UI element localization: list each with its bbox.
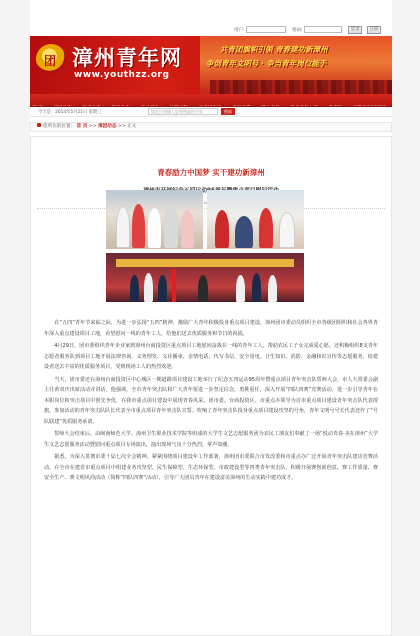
search-input[interactable]: 请在这里输入您要搜索的内容 [148,108,218,115]
photo-gift-handover[interactable] [106,190,203,249]
info-bar [30,107,392,117]
register-button[interactable]: 注册 [367,26,381,34]
article-body [44,318,378,486]
main-nav [30,94,392,107]
breadcrumb-section[interactable]: 漳团动态 [98,124,117,129]
site-url: www.youthzz.org [74,70,170,80]
emblem-glyph: 团 [44,54,57,68]
article-photos [106,190,304,302]
article-paragraph: 当天，团市委还在漳州台商投资区中心城区一期道路项目建设工地举行了纪念五四运动95周年暨重点项目青年突击队誓师大会，市人大常委会副主任黄双庆出席活动并讲话，他强调，全市青年突击队和广大青年要进一步坚定信念，勇挑重任，深入开展“四队四赛”竞赛活动，进一步引导青年在本职岗位和突击项目中创先争优，在我市重点项目建设中展现青春风采。团市委、台商投资区、市重点办领导为首市重点项目建设青年突击队代表授旗，参加活动的青年突击队队长代表全市重点项目青年突击队宣誓。吹响了青年突击队投身重点项目建设攻坚的号角，青年文明号号长代表还作了“号队联建”优质服务承诺。 [44,376,378,425]
search-button[interactable]: 搜索 [221,108,235,115]
photo-volunteer-service[interactable] [207,190,304,249]
site-banner [30,36,392,94]
article-paragraph: 4月29日，团市委组织青年企业家到漳州台商投资区重点项目工地慰问奋战在一线的青年工人，帮助农民工子女完成爱心愿，还积极组织8支青年志愿者服务队到项目工地开展法律咨询、义务理发、义诊播束、亲情电话、代写书信、安全用电、计生知识、消防、金融和识宣传等志愿服务，给建设者送去丰富的优质服务项目，受到现场工人的热烈欢迎。 [44,343,378,370]
banner-slogan-2: 争创青年文明号 · 争当青年岗位能手 [206,59,327,68]
breadcrumb: 您所在的位置： 首 页 >> 漳团动态 >> 正文 [30,122,392,132]
login-button[interactable]: 登录 [348,26,362,34]
login-bar [30,26,392,35]
banner-cityscape [210,80,392,94]
password-input[interactable] [304,26,342,33]
current-date: 今天是：2014年5月21日 星期三 [38,110,102,115]
photo-rally-stage[interactable] [106,253,304,302]
breadcrumb-current: 正文 [127,124,137,129]
article-kicker: 青春励力中国梦 实干建功新漳州 [157,168,265,177]
article-paragraph: 在“五四”青年节来临之际，为进一步弘扬“五四”精神，激励广大青年积极投身重点项目建设，漳州团市委动员组织全市各级团组织和社会各界青年深入重点建设项目工地，看望慰问一线的青年工人，给他们送去优质服务和节日的祝福。 [44,320,378,337]
username-label: 用户: [234,28,245,33]
banner-slogan-1: 共青团旗帜引领 青春建功新漳州 [220,45,328,54]
home-icon [37,123,41,127]
page-container [30,0,392,636]
breadcrumb-home[interactable]: 首 页 [76,124,88,129]
password-label: 密码: [292,28,303,33]
breadcrumb-label: 您所在的位置： [43,124,76,129]
article-paragraph: 誓师大会结束后，由闽南师范大学、漳州卫生职业技术学院等组成的大学生文艺志愿服务团为农民工朋友们奉献了一场“悦动青春·美在漳州”大学生文艺志愿服务活动暨慰问重点项目专场演出，演出现场气氛十分热烈，掌声如潮。 [44,431,378,448]
youth-league-emblem-icon[interactable] [36,44,66,74]
article-paragraph: 据悉，为深入贯彻市委十届七次全会精神，紧紧围绕项目建设年工作部署，漳州团市委联合市发改委和市重点办广泛开展青年突击队建功竞赛活动，在全市在建省市重点项目中组建业务攻坚型、民生保障型、生态环保型、市政建设型等四类青年突击队，积极开展赛创新创意、赛工作质量、赛安全生产、赛文明风尚活动（简称“四队四赛”活动），引导广大团员青年在建设富美漳州的生动实践中建功成才。 [44,454,378,481]
site-title[interactable]: 漳州青年网 [72,45,182,70]
username-input[interactable] [246,26,286,33]
